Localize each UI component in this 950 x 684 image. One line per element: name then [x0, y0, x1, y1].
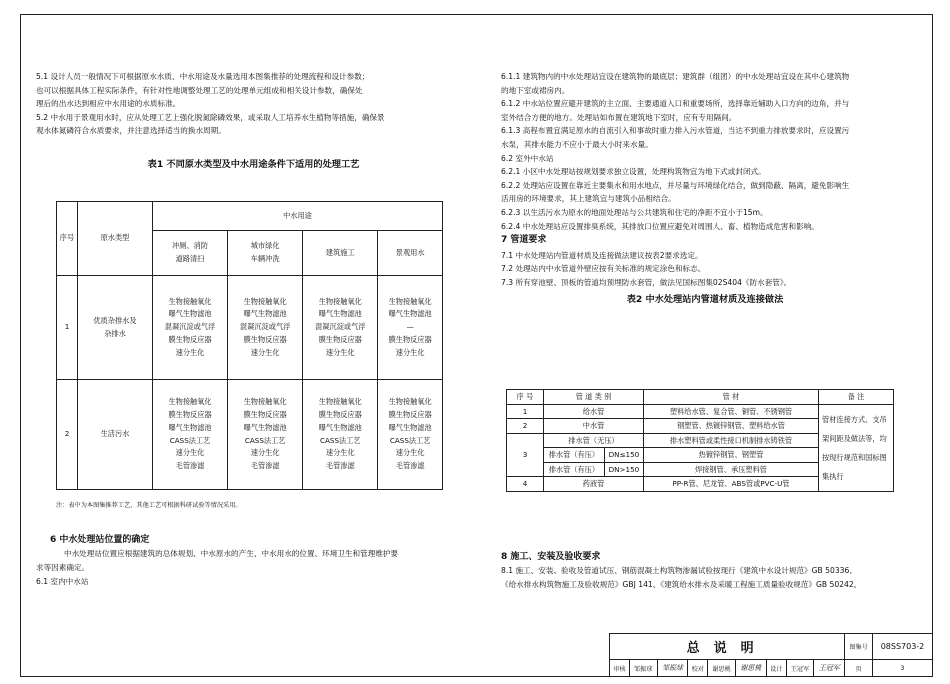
t1-row2-cell-3: 生物接触氧化 膜生物反应器 曝气生物滤池 CASS法工艺 速分生化 毛管渗滤 — [303, 380, 378, 490]
para-7-3: 7.3 所有穿池壁、顶板的管道均预埋防水套管，做法见国标图集02S404《防水套管》。 — [501, 277, 792, 287]
t1-header-no: 序号 — [57, 202, 78, 276]
t2-r4-material: PP-R管、尼龙管、ABS管或PVC-U管 — [644, 477, 819, 492]
t1-row1-cell-2: 生物接触氧化 曝气生物滤池 混凝沉淀或气浮 膜生物反应器 速分生化 — [228, 276, 303, 380]
t2-r3b-category: 排水管（有压） — [544, 448, 605, 463]
page-label: 页 — [845, 660, 873, 677]
t2-header-material: 管 材 — [644, 390, 819, 405]
reviewer-signature: 邹振球 — [657, 660, 688, 677]
t2-header-remark: 备 注 — [819, 390, 894, 405]
right-column — [501, 70, 909, 306]
table2 — [506, 389, 894, 492]
t1-header-use-1: 冲厕、消防 道路清扫 — [153, 231, 228, 276]
checker-name: 谢思桃 — [708, 660, 736, 677]
para-6-1-2-line2: 室外结合方便的地方。处理站如布置在建筑地下室时，应有专用隔间。 — [501, 112, 737, 122]
table1-caption: 表1 不同原水类型及中水用途条件下适用的处理工艺 — [147, 158, 360, 170]
table1 — [56, 201, 443, 490]
page-number: 3 — [872, 660, 932, 677]
t2-remark: 管材连接方式、支吊架间距及做法等，均按现行规范和国标图集执行 — [819, 404, 894, 491]
section-6-2-heading: 6.2 室外中水站 — [501, 153, 554, 163]
para-6-1-3-line1: 6.1.3 高程布置宜满足原水的自流引入和事故时重力排入污水管道，当达不到重力排放要求时，应设置污 — [501, 126, 850, 136]
t1-header-type: 原水类型 — [78, 202, 153, 276]
t1-row1-type: 优质杂排水及 杂排水 — [78, 276, 153, 380]
atlas-number: 08SS703-2 — [872, 634, 932, 660]
para-7-1: 7.1 中水处理站内管道材质及连接做法建议按表2要求选定。 — [501, 250, 703, 260]
title-block — [609, 633, 933, 677]
t2-r2-category: 中水管 — [544, 419, 644, 434]
t2-r4-category: 药液管 — [544, 477, 644, 492]
table-row — [507, 404, 894, 419]
t2-r3b-material: 热镀锌钢管、钢塑管 — [644, 448, 819, 463]
designer-name: 王冠军 — [786, 660, 814, 677]
table2-caption: 表2 中水处理站内管道材质及连接做法 — [626, 293, 784, 305]
left-column — [36, 70, 451, 172]
section-6-1-heading: 6.1 室内中水站 — [36, 577, 89, 586]
t1-row1-cell-1: 生物接触氧化 曝气生物滤池 混凝沉淀或气浮 膜生物反应器 速分生化 — [153, 276, 228, 380]
t1-row1-cell-4: 生物接触氧化 曝气生物滤池 — 膜生物反应器 速分生化 — [378, 276, 443, 380]
t1-header-use-3: 建筑施工 — [303, 231, 378, 276]
t2-header-no: 序 号 — [507, 390, 544, 405]
t1-row1-cell-3: 生物接触氧化 曝气生物滤池 混凝沉淀或气浮 膜生物反应器 速分生化 — [303, 276, 378, 380]
t2-r3c-category: 排水管（有压） — [544, 462, 605, 477]
designer-signature: 王冠军 — [814, 660, 845, 677]
check-label: 校对 — [688, 660, 708, 677]
para-5-1-line1: 5.1 设计人员一般情况下可根据原水水质、中水用途及水量选用本图集推荐的处理流程和设计参数； — [36, 72, 370, 81]
section-6-para-1: 中水处理站位置应根据建筑的总体规划、中水原水的产生、中水用水的位置、环境卫生和管理维护要 — [64, 549, 399, 558]
section-7-heading: 7 管道要求 — [501, 235, 547, 246]
drawing-title: 总说明 — [610, 634, 845, 660]
t2-r2-no: 2 — [507, 419, 544, 434]
design-label: 设计 — [766, 660, 786, 677]
t1-row2-no: 2 — [57, 380, 78, 490]
t2-r3c-dn: DN>150 — [604, 462, 643, 477]
t2-r3-no: 3 — [507, 433, 544, 477]
para-8-1-line2: 《给水排水构筑物施工及验收规范》GBJ 141、《建筑给水排水及采暖工程施工质量验收规范》GB 50242。 — [501, 580, 862, 589]
para-5-1-line3: 理后的出水达到相应中水用途的水质标准。 — [36, 99, 181, 109]
para-6-2-2-line1: 6.2.2 处理站应设置在靠近主要集水和用水地点，并尽量与环境绿化结合，做到隐蔽、隔离，避免影响生 — [501, 180, 850, 190]
t2-r3a-material: 排水塑料管或柔性接口机制排水铸铁管 — [644, 433, 819, 448]
t2-r1-no: 1 — [507, 404, 544, 419]
para-5-2-line1: 5.2 中水用于景观用水时，应从处理工艺上强化脱氮除磷效果，或采取人工培养水生植物等措施，确保景 — [36, 112, 385, 122]
t1-header-use-4: 景观用水 — [378, 231, 443, 276]
t1-row2-cell-2: 生物接触氧化 膜生物反应器 曝气生物滤池 CASS法工艺 速分生化 毛管渗滤 — [228, 380, 303, 490]
t2-r3c-material: 焊接钢管、承压塑料管 — [644, 462, 819, 477]
t1-row2-type: 生活污水 — [78, 380, 153, 490]
section-6-heading: 6 中水处理站位置的确定 — [50, 535, 150, 545]
section-8-heading: 8 施工、安装及验收要求 — [501, 552, 601, 562]
section-6-para-2: 求等因素确定。 — [36, 563, 90, 572]
table1-note: 注：表中为本图集推荐工艺，其他工艺可根据科研试验等情况采用。 — [56, 502, 242, 509]
table-row — [57, 380, 443, 490]
t2-header-category: 管 道 类 别 — [544, 390, 644, 405]
para-6-1-1-line2: 的地下室或裙房内。 — [501, 85, 570, 95]
t1-header-group: 中水用途 — [153, 202, 443, 231]
para-7-2: 7.2 处理站内中水管道外壁应按有关标准的规定涂色和标志。 — [501, 264, 706, 274]
para-6-2-4: 6.2.4 中水处理站应设置排臭系统，其排放口位置应避免对周围人、畜、植物造成危害和影响。 — [501, 221, 819, 231]
para-6-2-2-line2: 活用房的环境要求，其上建筑宜与建筑小品相结合。 — [501, 194, 676, 204]
t1-row2-cell-4: 生物接触氧化 膜生物反应器 曝气生物滤池 CASS法工艺 速分生化 毛管渗滤 — [378, 380, 443, 490]
t2-r3a-category: 排水管（无压） — [544, 433, 644, 448]
para-5-2-line2: 观水体氮磷符合水质要求，并注意选择适当的换水周期。 — [36, 126, 226, 136]
section-6 — [36, 533, 399, 589]
para-6-2-3: 6.2.3 以生活污水为原水的地面处理站与公共建筑和住宅的净距不宜小于15m。 — [501, 207, 768, 217]
checker-signature: 谢思桃 — [735, 660, 766, 677]
para-5-1-line2: 也可以根据具体工程实际条件，有针对性地调整处理工艺的处理单元组成和相关设计参数，确保处 — [36, 85, 363, 95]
table-row — [57, 276, 443, 380]
t2-r1-category: 给水管 — [544, 404, 644, 419]
review-label: 审核 — [610, 660, 630, 677]
section-8 — [501, 550, 861, 592]
t1-header-use-2: 城市绿化 车辆冲洗 — [228, 231, 303, 276]
atlas-number-label: 图集号 — [845, 634, 873, 660]
t2-r1-material: 塑料给水管、复合管、铜管、不锈钢管 — [644, 404, 819, 419]
reviewer-name: 邹振球 — [629, 660, 657, 677]
t2-r4-no: 4 — [507, 477, 544, 492]
para-6-1-2-line1: 6.1.2 中水站位置应避开建筑的主立面、主要通道入口和重要场所，选择靠近辅助入口方向的边角，并与 — [501, 99, 850, 109]
t2-r3b-dn: DN≤150 — [604, 448, 643, 463]
para-6-1-1-line1: 6.1.1 建筑物内的中水处理站宜设在建筑物的最底层；建筑群（组团）的中水处理站宜设在其中心建筑物 — [501, 72, 850, 81]
para-8-1-line1: 8.1 施工、安装、验收及管道试压、钢筋混凝土构筑物渗漏试验按现行《建筑中水设计规范》GB 50336、 — [501, 566, 857, 575]
t1-row2-cell-1: 生物接触氧化 膜生物反应器 曝气生物滤池 CASS法工艺 速分生化 毛管渗滤 — [153, 380, 228, 490]
para-6-1-3-line2: 水泵，其排水能力不应小于最大小时来水量。 — [501, 139, 653, 149]
t2-r2-material: 钢塑管、热镀锌钢管、塑料给水管 — [644, 419, 819, 434]
para-6-2-1: 6.2.1 小区中水处理站按规划要求独立设置，处理构筑物宜为地下式或封闭式。 — [501, 167, 766, 177]
t1-row1-no: 1 — [57, 276, 78, 380]
